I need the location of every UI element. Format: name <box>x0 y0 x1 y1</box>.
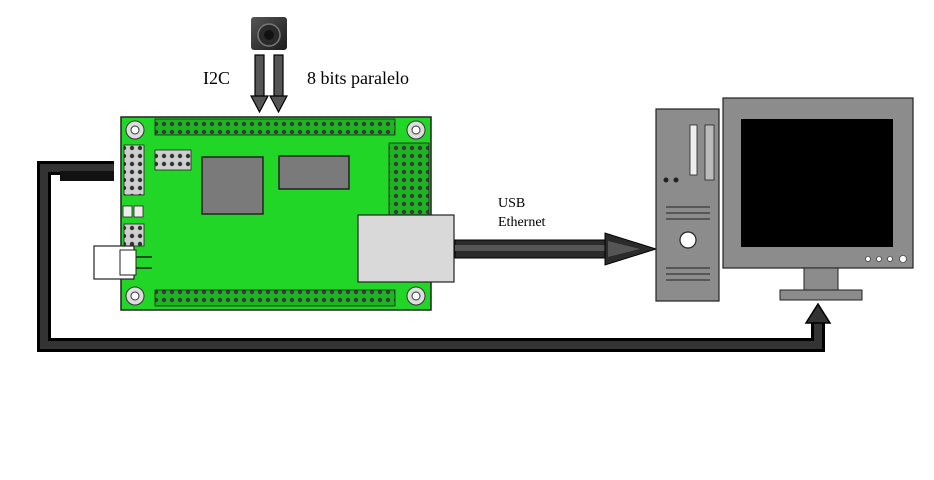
desktop-computer-icon <box>656 98 913 301</box>
camera-sensor-icon <box>251 17 287 50</box>
usb-label: USB <box>498 196 526 211</box>
small-pin-header <box>155 150 191 170</box>
main-processor-chip <box>202 157 263 214</box>
parallel-bus-label: 8 bits paralelo <box>307 68 409 88</box>
mounting-hole-bl <box>126 287 144 305</box>
i2c-label: I2C <box>203 68 230 88</box>
left-pin-header <box>124 145 144 195</box>
fpga-development-board <box>94 117 454 310</box>
mounting-hole-br <box>407 287 425 305</box>
computer-tower <box>656 109 719 301</box>
small-component <box>134 206 143 217</box>
bottom-pin-header <box>155 290 395 306</box>
monitor-screen <box>741 119 893 247</box>
i2c-arrow <box>251 55 268 112</box>
jumper-block <box>124 224 144 246</box>
memory-chip <box>279 156 349 189</box>
top-pin-header <box>155 119 395 135</box>
computer-monitor <box>723 98 913 300</box>
usb-ethernet-connector <box>358 215 454 282</box>
mounting-hole-tl <box>126 121 144 139</box>
ethernet-label: Ethernet <box>498 215 546 230</box>
right-pin-header <box>389 143 429 215</box>
small-component <box>123 206 132 217</box>
usb-ethernet-arrow <box>455 233 656 265</box>
mounting-hole-tr <box>407 121 425 139</box>
power-button <box>680 232 696 248</box>
parallel-bus-arrow <box>270 55 287 112</box>
monitor-input-arrowhead <box>806 304 830 323</box>
